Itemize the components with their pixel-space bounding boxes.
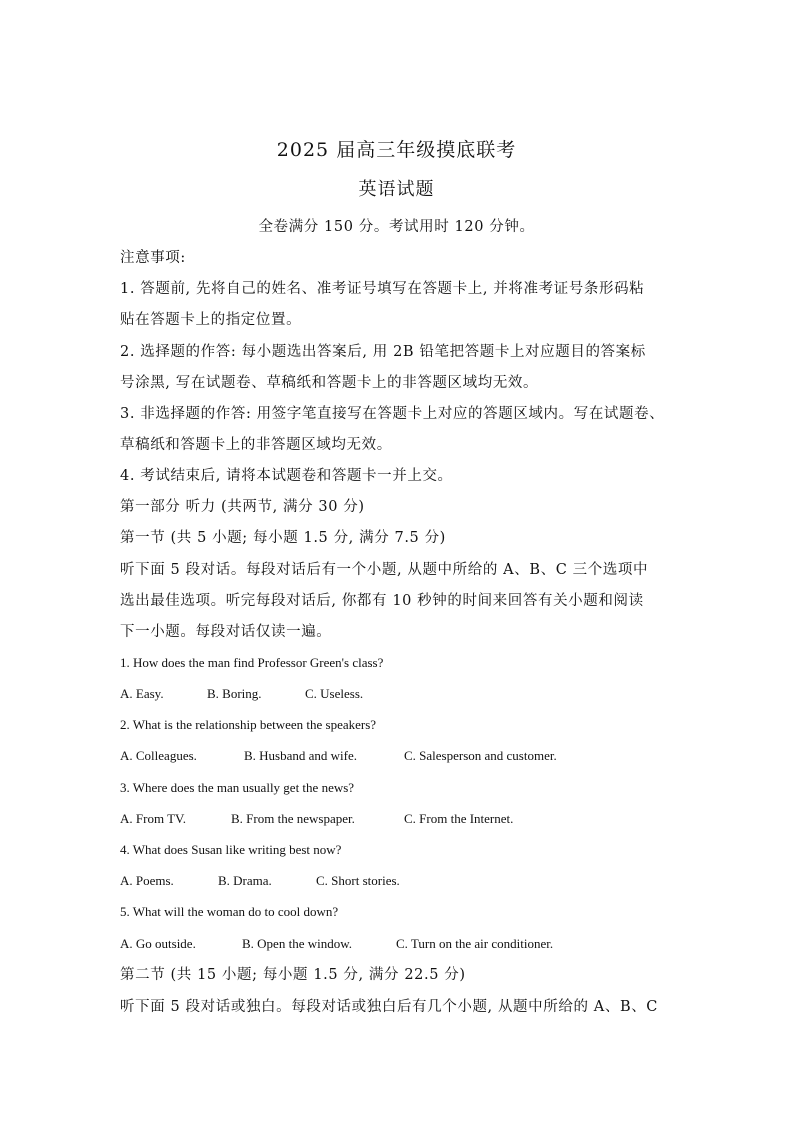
option-b: B. Boring. [207, 686, 262, 701]
option-a: A. Colleagues. [120, 748, 197, 763]
option-b: B. Open the window. [242, 936, 353, 951]
option-b: B. Drama. [218, 873, 272, 888]
note-line: 贴在答题卡上的指定位置。 [120, 312, 302, 328]
option-c: C. Turn on the air conditioner. [396, 936, 554, 951]
note-line: 3. 非选择题的作答: 用签字笔直接写在答题卡上对应的答题区域内。写在试题卷、 [120, 406, 665, 422]
question-5: 5. What will the woman do to cool down? [120, 904, 339, 919]
note-line: 草稿纸和答题卡上的非答题区域均无效。 [120, 437, 392, 453]
note-line: 2. 选择题的作答: 每小题选出答案后, 用 2B 铅笔把答题卡上对应题目的答案标 [120, 344, 646, 360]
instruction-line: 下一小题。每段对话仅读一遍。 [120, 624, 332, 640]
option-c: C. From the Internet. [404, 811, 514, 826]
option-b: B. From the newspaper. [231, 811, 355, 826]
part1-heading: 第一部分 听力 (共两节, 满分 30 分) [120, 499, 365, 515]
note-line: 号涂黑, 写在试题卷、草稿纸和答题卡上的非答题区域均无效。 [120, 375, 539, 391]
note-line: 4. 考试结束后, 请将本试题卷和答题卡一并上交。 [120, 468, 453, 484]
instruction-line: 听下面 5 段对话。每段对话后有一个小题, 从题中所给的 A、B、C 三个选项中 [120, 562, 649, 578]
question-1: 1. How does the man find Professor Green's class? [120, 655, 384, 670]
instruction-line: 选出最佳选项。听完每段对话后, 你都有 10 秒钟的时间来回答有关小题和阅读 [120, 593, 644, 609]
instruction-line: 听下面 5 段对话或独白。每段对话或独白后有几个小题, 从题中所给的 A、B、C [120, 999, 658, 1015]
option-b: B. Husband and wife. [244, 748, 358, 763]
section2-heading: 第二节 (共 15 小题; 每小题 1.5 分, 满分 22.5 分) [120, 967, 466, 983]
option-a: A. Easy. [120, 686, 164, 701]
section1-heading: 第一节 (共 5 小题; 每小题 1.5 分, 满分 7.5 分) [120, 530, 446, 546]
option-c: C. Short stories. [316, 873, 400, 888]
option-a: A. From TV. [120, 811, 186, 826]
option-a: A. Poems. [120, 873, 174, 888]
note-line: 1. 答题前, 先将自己的姓名、准考证号填写在答题卡上, 并将准考证号条形码粘 [120, 281, 645, 297]
question-2: 2. What is the relationship between the speakers? [120, 717, 377, 732]
subject-title: 英语试题 [358, 179, 435, 200]
score-info: 全卷满分 150 分。考试用时 120 分钟。 [258, 219, 535, 235]
option-c: C. Useless. [305, 686, 364, 701]
question-3: 3. Where does the man usually get the news? [120, 780, 355, 795]
option-a: A. Go outside. [120, 936, 196, 951]
exam-title: 2025 届高三年级摸底联考 [276, 139, 517, 161]
question-4: 4. What does Susan like writing best now? [120, 842, 342, 857]
notes-heading: 注意事项: [120, 250, 186, 266]
option-c: C. Salesperson and customer. [404, 748, 557, 763]
